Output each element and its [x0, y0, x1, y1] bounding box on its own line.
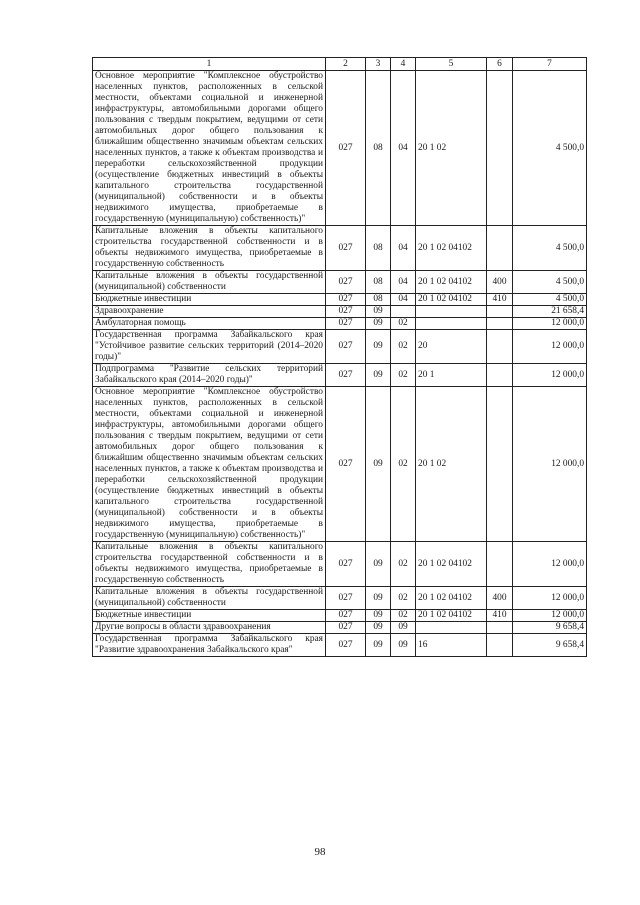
row-ministry-code: 027 [326, 542, 366, 587]
row-subsection: 04 [391, 226, 416, 271]
page-number: 98 [314, 846, 326, 858]
row-ministry-code: 027 [326, 318, 366, 330]
header-col-2: 2 [326, 58, 366, 71]
row-subsection: 04 [391, 71, 416, 226]
row-subsection: 02 [391, 364, 416, 387]
row-ministry-code: 027 [326, 306, 366, 318]
row-expense-type [487, 542, 513, 587]
row-name: Подпрограмма "Развитие сельских территорий Забайкальского края (2014–2020 годы)" [93, 364, 326, 387]
table-row [93, 271, 587, 294]
budget-table [92, 57, 587, 657]
header-col-6: 6 [487, 58, 513, 71]
row-target-article: 20 1 02 04102 [416, 542, 487, 587]
row-subsection: 02 [391, 330, 416, 364]
row-name: Амбулаторная помощь [93, 318, 326, 330]
row-expense-type: 400 [487, 587, 513, 610]
header-col-4: 4 [391, 58, 416, 71]
row-ministry-code: 027 [326, 610, 366, 622]
row-target-article: 20 1 02 04102 [416, 610, 487, 622]
row-amount: 4 500,0 [513, 71, 587, 226]
row-section: 08 [366, 294, 391, 306]
row-expense-type [487, 318, 513, 330]
row-expense-type [487, 364, 513, 387]
table-row [93, 634, 587, 657]
row-name: Капитальные вложения в объекты капитального строительства государственной собственности и в объекты недвижимого имущества, приобретаемые в государственную собственность [93, 542, 326, 587]
row-amount: 12 000,0 [513, 610, 587, 622]
row-target-article: 20 1 02 04102 [416, 294, 487, 306]
row-ministry-code: 027 [326, 364, 366, 387]
row-subsection: 02 [391, 542, 416, 587]
header-col-5: 5 [416, 58, 487, 71]
row-amount: 12 000,0 [513, 330, 587, 364]
row-subsection: 02 [391, 318, 416, 330]
row-target-article [416, 622, 487, 634]
row-amount: 12 000,0 [513, 387, 587, 542]
row-ministry-code: 027 [326, 330, 366, 364]
row-target-article [416, 306, 487, 318]
row-amount: 12 000,0 [513, 587, 587, 610]
row-name: Бюджетные инвестиции [93, 294, 326, 306]
row-target-article [416, 318, 487, 330]
row-section: 09 [366, 634, 391, 657]
row-subsection: 04 [391, 271, 416, 294]
table-row [93, 610, 587, 622]
row-section: 09 [366, 542, 391, 587]
row-name: Здравоохранение [93, 306, 326, 318]
table-row [93, 318, 587, 330]
row-target-article: 20 1 02 04102 [416, 587, 487, 610]
row-ministry-code: 027 [326, 71, 366, 226]
row-subsection: 02 [391, 610, 416, 622]
row-name: Основное мероприятие "Комплексное обустройство населенных пунктов, расположенных в сельской местности, объектами социальной и инженерной инфраструктуры, автомобильными дорогами общего пользования с твердым покрытием, ведущими от сети автомобильных дорог общего пользования к ближайшим общественно значимым объектам сельских населенных пунктов, а также к объектам производства и переработки сельскохозяйственной продукции (осуществление бюджетных инвестиций в объекты капитального строительства государственной (муниципальной) собственности и в объекты недвижимого имущества, приобретаемые в государственную (муниципальную) собственность)" [93, 71, 326, 226]
table-row [93, 587, 587, 610]
row-subsection: 09 [391, 622, 416, 634]
table-row [93, 330, 587, 364]
row-section: 09 [366, 610, 391, 622]
row-amount: 9 658,4 [513, 634, 587, 657]
row-amount: 4 500,0 [513, 271, 587, 294]
row-expense-type [487, 306, 513, 318]
header-col-3: 3 [366, 58, 391, 71]
row-amount: 21 658,4 [513, 306, 587, 318]
row-target-article: 20 1 02 04102 [416, 226, 487, 271]
table-row [93, 294, 587, 306]
row-name: Капитальные вложения в объекты капитального строительства государственной собственности и в объекты недвижимого имущества, приобретаемые в государственную собственность [93, 226, 326, 271]
row-section: 08 [366, 271, 391, 294]
table-row [93, 226, 587, 271]
row-subsection: 09 [391, 634, 416, 657]
row-target-article: 20 1 02 [416, 387, 487, 542]
row-amount: 12 000,0 [513, 542, 587, 587]
row-name: Государственная программа Забайкальского края "Устойчивое развитие сельских территорий (2014–2020 годы)" [93, 330, 326, 364]
table-row [93, 364, 587, 387]
row-amount: 4 500,0 [513, 226, 587, 271]
row-target-article: 20 1 02 [416, 71, 487, 226]
row-target-article: 20 1 [416, 364, 487, 387]
row-section: 09 [366, 587, 391, 610]
row-name: Основное мероприятие "Комплексное обустройство населенных пунктов, расположенных в сельской местности, объектами социальной и инженерной инфраструктуры, автомобильными дорогами общего пользования с твердым покрытием, ведущими от сети автомобильных дорог общего пользования к ближайшим общественно значимым объектам сельских населенных пунктов, а также к объектам производства и переработки сельскохозяйственной продукции (осуществление бюджетных инвестиций в объекты капитального строительства государственной (муниципальной) собственности и в объекты недвижимого имущества, приобретаемые в государственную (муниципальную) собственность)" [93, 387, 326, 542]
row-section: 09 [366, 318, 391, 330]
row-section: 09 [366, 306, 391, 318]
header-col-1: 1 [93, 58, 326, 71]
row-target-article: 20 1 02 04102 [416, 271, 487, 294]
row-ministry-code: 027 [326, 387, 366, 542]
row-name: Государственная программа Забайкальского края "Развитие здравоохранения Забайкальского края" [93, 634, 326, 657]
row-ministry-code: 027 [326, 622, 366, 634]
row-expense-type: 400 [487, 271, 513, 294]
row-ministry-code: 027 [326, 634, 366, 657]
table-row [93, 306, 587, 318]
table-row [93, 71, 587, 226]
row-expense-type [487, 622, 513, 634]
table-row [93, 622, 587, 634]
row-subsection: 02 [391, 587, 416, 610]
row-subsection [391, 306, 416, 318]
row-ministry-code: 027 [326, 294, 366, 306]
row-name: Капитальные вложения в объекты государственной (муниципальной) собственности [93, 587, 326, 610]
row-ministry-code: 027 [326, 271, 366, 294]
row-section: 09 [366, 330, 391, 364]
header-row [93, 58, 587, 71]
row-section: 09 [366, 622, 391, 634]
row-target-article: 20 [416, 330, 487, 364]
row-expense-type: 410 [487, 294, 513, 306]
row-name: Бюджетные инвестиции [93, 610, 326, 622]
row-name: Другие вопросы в области здравоохранения [93, 622, 326, 634]
row-expense-type [487, 71, 513, 226]
row-section: 09 [366, 364, 391, 387]
table-row [93, 387, 587, 542]
row-section: 09 [366, 387, 391, 542]
row-amount: 4 500,0 [513, 294, 587, 306]
row-ministry-code: 027 [326, 587, 366, 610]
header-col-7: 7 [513, 58, 587, 71]
row-section: 08 [366, 71, 391, 226]
row-amount: 12 000,0 [513, 318, 587, 330]
row-expense-type [487, 387, 513, 542]
row-subsection: 02 [391, 387, 416, 542]
row-expense-type [487, 226, 513, 271]
row-expense-type [487, 330, 513, 364]
row-amount: 12 000,0 [513, 364, 587, 387]
table-row [93, 542, 587, 587]
row-amount: 9 658,4 [513, 622, 587, 634]
row-subsection: 04 [391, 294, 416, 306]
row-expense-type: 410 [487, 610, 513, 622]
row-section: 08 [366, 226, 391, 271]
row-name: Капитальные вложения в объекты государственной (муниципальной) собственности [93, 271, 326, 294]
row-expense-type [487, 634, 513, 657]
row-target-article: 16 [416, 634, 487, 657]
row-ministry-code: 027 [326, 226, 366, 271]
